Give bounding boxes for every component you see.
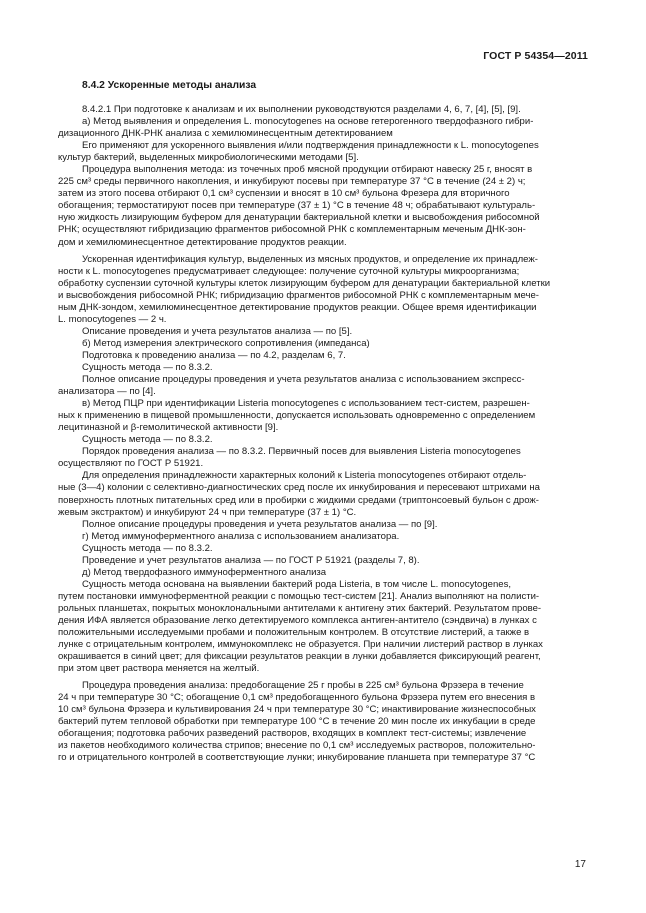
paragraph: б) Метод измерения электрического сопротивления (импеданса) [82, 337, 370, 349]
paragraph: в) Метод ПЦР при идентификации Listeria monocytogenes с использованием тест-систем, разрешен- ных к применению в пищевой промышленности, допускается использовать одновременно с определением лецитиназной и β-гемолитической активности [9]. [58, 398, 536, 434]
section-title: 8.4.2 Ускоренные методы анализа [82, 80, 257, 91]
paragraph: 8.4.2.1 При подготовке к анализам и их выполнении руководствуются разделами 4, 6, 7, [4], [5], [9]. [82, 104, 521, 115]
paragraph: Подготовка к проведению анализа — по 4.2, разделам 6, 7. [82, 349, 346, 361]
paragraph: Сущность метода основана на выявлении бактерий рода Listeria, в том числе L. monocytogenes, путем постановки иммуноферментной реакции с помощью тест-систем [21]. Анализ выполняют на полисти- рольных планшетах, покрытых моноклональными антителами к антигену этих бактерий. Результатом прове- дения ИФА является образование легко детектируемого комплекса антиген-антитело (сэндвича) в лунках с положительными исследуемыми пробами и положительным контролем. В отсутствие листерий, а также в лунке с отрицательным контролем, иммунокомплекс не образуется. При наличии листерий раствор в лунках окрашивается в синий цвет; для фиксации результатов реакции в лунки добавляется фиксирующий реагент, при этом цвет раствора меняется на желтый. [58, 578, 543, 675]
paragraph: Сущность метода — по 8.3.2. [82, 542, 213, 554]
standard-designation: ГОСТ Р 54354—2011 [483, 50, 588, 62]
paragraph: а) Метод выявления и определения L. monocytogenes на основе гетерогенного твердофазного гибри- дизационного ДНК-РНК анализа с хемилюминесцентным детектированием [58, 116, 534, 140]
paragraph: Для определения принадлежности характерных колоний к Listeria monocytogenes отбирают отдель- ные (3—4) колонии с селективно-диагностических сред после их инкубирования и пересевают штрихами на поверхность плотных питательных сред или в пробирки с жидкими средами (триптонсоевый бульон с дрож- жевым экстрактом) и инкубируют 24 ч при температуре (37 ± 1) °C. [58, 470, 540, 518]
paragraph: Сущность метода — по 8.3.2. [82, 434, 213, 446]
paragraph: Процедура проведения анализа: предобогащение 25 г пробы в 225 см³ бульона Фрэзера в течение 24 ч при температуре 30 °C; обогащение 0,1 см³ предобогащенного бульона Фрэзера путем его внесения в 10 см³ бульона Фрэзера и культивирования 24 ч при температуре 30 °C; инактивирование жизнеспособных бактерий путем тепловой обработки при температуре 100 °C в течение 20 мин после их инкубации в среде обогащения; подготовка рабочих разведений растворов, входящих в комплект тест-системы; извлечение из пакетов необходимого количества стрипов; внесение по 0,1 см³ исследуемых растворов, положительно- го и отрицательного контролей в соответствующие лунки; инкубирование планшета при температуре 37 °C [58, 680, 536, 764]
paragraph: Его применяют для ускоренного выявления и/или подтверждения принадлежности к L. monocytogenes культур бактерий, выделенных микробиологическими методами [5]. [58, 140, 539, 164]
paragraph: Проведение и учет результатов анализа — по ГОСТ Р 51921 (разделы 7, 8). [82, 554, 420, 566]
section-body [58, 80, 588, 765]
paragraph: Описание проведения и учета результатов анализа — по [5]. [82, 325, 353, 337]
paragraph: г) Метод иммуноферментного анализа с использованием анализатора. [82, 530, 400, 542]
paragraph: д) Метод твердофазного иммуноферментного анализа [82, 566, 327, 578]
paragraph: Процедура выполнения метода: из точечных проб мясной продукции отбирают навеску 25 г, вносят в 225 см³ среды первичного накопления, и инкубируют посевы при температуре 37 °C в течение (24 ± 2) ч; затем из этого посева отбирают 0,1 см³ суспензии и вносят в 10 см³ бульона Фрезера для вторичного обогащения; термостатируют посев при температуре (37 ± 1) °C в течение 48 ч; обрабатывают культураль- ную жидкость лизирующим буфером для денатурации бактериальной клетки и высвобождения рибосомной РНК; осуществляют гибридизацию фрагментов рибосомной РНК с комплементарным меченым ДНК-зон- дом и хемилюминесцентное детектирование продуктов реакции. [58, 164, 540, 248]
paragraph: Полное описание процедуры проведения и учета результатов анализа с использованием экспресс- анализатора — по [4]. [58, 374, 525, 398]
paragraph: Полное описание процедуры проведения и учета результатов анализа — по [9]. [82, 518, 438, 530]
paragraph: Ускоренная идентификация культур, выделенных из мясных продуктов, и определение их принадлеж- ности к L. monocytogenes предусматривает следующее: получение суточной культуры микроорганизма; обработку суспензии суточной культуры клеток лизирующим буфером для денатурации бактериальной клетки и высвобождения рибосомной РНК; гибридизацию фрагментов рибосомной РНК с комплементарным мече- ным ДНК-зондом, хемилюминесцентное детектирование продуктов реакции. Общее время идентификации L. monocytogenes — 2 ч. [58, 253, 551, 325]
page-number: 17 [574, 859, 586, 870]
paragraph: Порядок проведения анализа — по 8.3.2. Первичный посев для выявления Listeria monocytogenes осуществляют по ГОСТ Р 51921. [58, 446, 521, 470]
paragraph: Сущность метода — по 8.3.2. [82, 361, 213, 373]
